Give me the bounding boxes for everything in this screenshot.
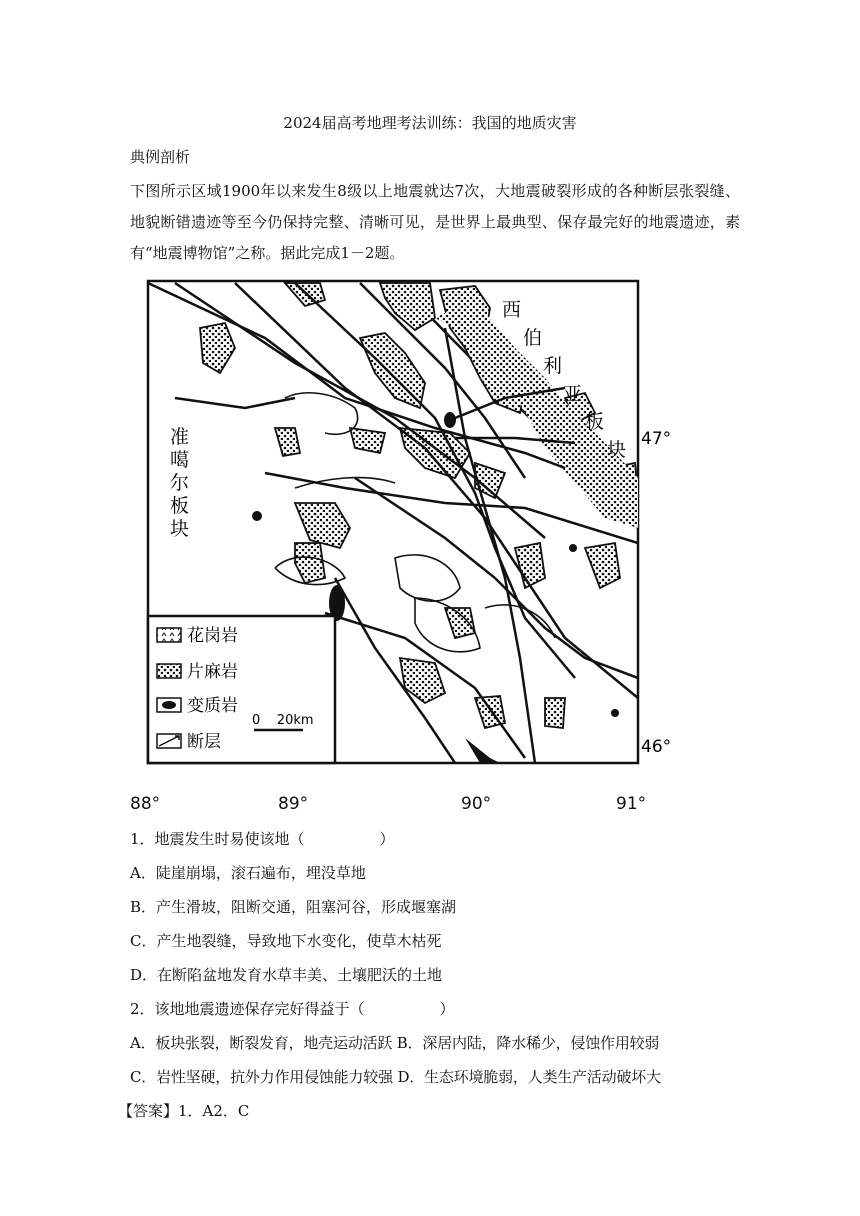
svg-text:利: 利 <box>543 355 563 377</box>
svg-text:准: 准 <box>170 426 190 448</box>
svg-text:噶: 噶 <box>170 449 190 471</box>
map-legend <box>148 616 335 763</box>
question-2-options-ab: A．板块张裂，断裂发育，地壳运动活跃 B．深居内陆，降水稀少，侵蚀作用较弱 <box>130 1034 660 1052</box>
svg-text:板: 板 <box>170 495 190 517</box>
svg-text:西: 西 <box>502 299 522 321</box>
legend-metamorphic: 变质岩 <box>187 696 238 716</box>
intro-paragraph: 下图所示区域1900年以来发生8级以上地震就达7次，大地震破裂形成的各种断层张裂缝、地貌断错遗迹等至今仍保持完整、清晰可见，是世界上最典型、保存最完好的地震遗迹，素有“地震博物馆”之称。据此完成1－2题。 <box>130 182 740 262</box>
section-heading: 典例剖析 <box>130 148 191 166</box>
lon-88: 88° <box>130 794 161 814</box>
geologic-map <box>145 278 672 788</box>
question-1-option-a: A．陡崖崩塌，滚石遍布，埋没草地 <box>130 864 366 882</box>
svg-text:亚: 亚 <box>563 383 583 405</box>
question-1-stem: 1．地震发生时易使该地（ ） <box>130 830 395 848</box>
legend-granite: 花岗岩 <box>187 626 238 646</box>
svg-text:伯: 伯 <box>523 327 543 349</box>
legend-fault: 断层 <box>187 732 221 752</box>
question-1-option-d: D．在断陷盆地发育水草丰美、土壤肥沃的土地 <box>130 966 443 984</box>
lon-91: 91° <box>616 794 647 814</box>
scale-label: 0 20km <box>252 713 314 728</box>
svg-text:块: 块 <box>170 518 190 540</box>
question-1-option-b: B．产生滑坡，阻断交通，阻塞河谷，形成堰塞湖 <box>130 898 457 916</box>
svg-text:块: 块 <box>607 439 627 461</box>
lat-46: 46° <box>641 737 672 757</box>
svg-text:板: 板 <box>585 411 605 433</box>
question-2-options-cd: C．岩性坚硬，抗外力作用侵蚀能力较强 D．生态环境脆弱，人类生产活动破坏大 <box>130 1068 661 1086</box>
lat-47: 47° <box>641 429 672 449</box>
svg-text:尔: 尔 <box>170 472 190 494</box>
legend-gneiss: 片麻岩 <box>187 662 238 682</box>
answer: 【答案】1．A2．C <box>118 1102 250 1120</box>
page-title: 2024届高考地理考法训练：我国的地质灾害 <box>283 114 577 132</box>
lon-90: 90° <box>461 794 492 814</box>
question-1-option-c: C．产生地裂缝，导致地下水变化，使草木枯死 <box>130 932 442 950</box>
question-2-stem: 2．该地地震遗迹保存完好得益于（ ） <box>130 1000 455 1018</box>
lon-89: 89° <box>278 794 309 814</box>
junggar-plate-label <box>170 426 189 540</box>
